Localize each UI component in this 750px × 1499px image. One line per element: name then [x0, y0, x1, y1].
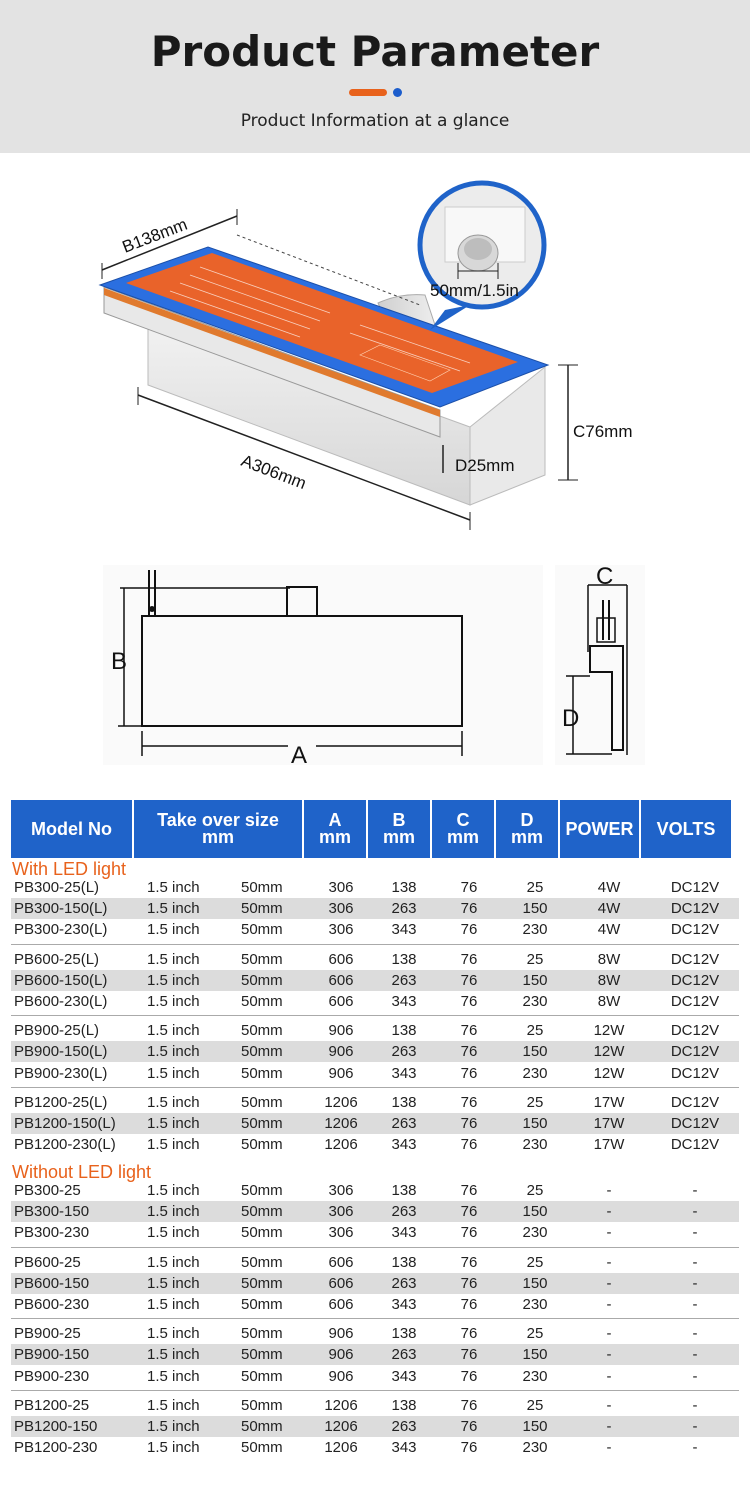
- table-cell: 230: [522, 1224, 548, 1242]
- table-cell: 76: [460, 1136, 478, 1154]
- col-model: Model No: [11, 800, 132, 858]
- block-separator: [11, 944, 739, 945]
- table-row: [11, 1395, 739, 1416]
- table-row: [11, 877, 739, 898]
- col-volts: VOLTS: [641, 800, 731, 858]
- table-cell: 50mm: [241, 1182, 283, 1199]
- table-cell: 76: [460, 1064, 478, 1082]
- header-banner: [0, 0, 750, 153]
- table-cell: 606: [328, 950, 354, 968]
- table-cell: 263: [391, 1346, 417, 1364]
- table-header: [11, 800, 739, 858]
- table-cell: -: [606, 1418, 612, 1435]
- table-row: [11, 970, 739, 991]
- table-cell: 76: [460, 993, 478, 1010]
- table-cell: 50mm: [241, 1346, 283, 1364]
- table-cell: 50mm: [241, 1224, 283, 1242]
- table-cell: 50mm: [241, 993, 283, 1010]
- table-cell: 76: [460, 1274, 478, 1292]
- product-photo: [0, 155, 750, 555]
- table-row: [11, 1294, 739, 1315]
- table-cell: 906: [328, 1346, 354, 1364]
- table-cell: -: [606, 1203, 612, 1221]
- technical-drawings: [0, 560, 750, 770]
- group-title: Without LED light: [12, 1162, 152, 1182]
- table-cell: 138: [391, 950, 417, 968]
- table-row: [11, 1020, 739, 1041]
- table-row: [11, 1134, 739, 1155]
- table-cell: -: [692, 1296, 698, 1313]
- table-cell: 1206: [324, 1396, 358, 1414]
- table-cell: 343: [391, 1064, 417, 1082]
- table-cell: 76: [460, 1203, 478, 1221]
- table-cell: 76: [460, 1396, 478, 1414]
- table-cell: 76: [460, 1296, 478, 1313]
- table-cell: PB900-25: [14, 1325, 81, 1343]
- table-row: [11, 1180, 739, 1201]
- table-cell: 263: [391, 900, 417, 918]
- table-cell: 8W: [597, 971, 621, 989]
- table-cell: PB300-150(L): [14, 900, 108, 918]
- table-cell: 1.5 inch: [147, 1396, 200, 1414]
- table-cell: -: [692, 1253, 698, 1271]
- table-cell: PB900-150: [14, 1346, 90, 1364]
- table-cell: 50mm: [241, 950, 283, 968]
- table-cell: 138: [391, 1093, 417, 1111]
- table-cell: PB900-230(L): [14, 1064, 108, 1082]
- drawing-label-d: D: [562, 705, 580, 732]
- table-cell: -: [692, 1418, 698, 1435]
- table-cell: -: [692, 1396, 698, 1414]
- table-cell: 306: [328, 879, 354, 896]
- table-row: [11, 1201, 739, 1222]
- table-cell: PB900-25(L): [14, 1022, 100, 1040]
- table-cell: 4W: [597, 879, 621, 896]
- table-cell: 1206: [324, 1115, 358, 1132]
- table-cell: 50mm: [241, 1203, 283, 1221]
- table-cell: 76: [460, 900, 478, 918]
- table-cell: 1.5 inch: [147, 950, 200, 968]
- table-cell: -: [606, 1274, 612, 1292]
- table-cell: 138: [391, 1022, 417, 1040]
- table-cell: -: [692, 1346, 698, 1364]
- table-cell: 230: [522, 1064, 548, 1082]
- table-cell: 1.5 inch: [147, 1182, 200, 1199]
- table-row: [11, 1437, 739, 1458]
- table-cell: PB600-150(L): [14, 971, 108, 989]
- table-cell: 230: [522, 1136, 548, 1154]
- table-cell: PB600-230: [14, 1296, 90, 1313]
- table-cell: PB300-230(L): [14, 921, 108, 939]
- table-cell: 25: [526, 879, 544, 896]
- table-cell: 50mm: [241, 1064, 283, 1082]
- table-cell: 343: [391, 1439, 417, 1457]
- table-cell: 230: [522, 993, 548, 1010]
- table-cell: PB900-150(L): [14, 1043, 108, 1061]
- table-cell: -: [606, 1396, 612, 1414]
- table-cell: 150: [522, 1115, 548, 1132]
- table-cell: 906: [328, 1043, 354, 1061]
- table-cell: 263: [391, 1418, 417, 1435]
- table-cell: 76: [460, 1093, 478, 1111]
- table-cell: 1.5 inch: [147, 1224, 200, 1242]
- table-cell: 50mm: [241, 900, 283, 918]
- table-cell: -: [692, 1224, 698, 1242]
- table-cell: 1.5 inch: [147, 1253, 200, 1271]
- col-b: B mm: [368, 800, 430, 858]
- table-cell: 76: [460, 1418, 478, 1435]
- accent-dot: [393, 88, 402, 97]
- table-cell: PB600-25: [14, 1253, 81, 1271]
- table-cell: 1206: [324, 1418, 358, 1435]
- table-cell: 1206: [324, 1093, 358, 1111]
- dim-d-label: D25mm: [455, 456, 515, 475]
- block-separator: [11, 1318, 739, 1319]
- table-cell: 1.5 inch: [147, 1022, 200, 1040]
- table-cell: 150: [522, 1346, 548, 1364]
- table-cell: 25: [526, 1253, 544, 1271]
- table-cell: 76: [460, 879, 478, 896]
- table-cell: 17W: [593, 1136, 625, 1154]
- table-cell: 50mm: [241, 971, 283, 989]
- table-cell: 138: [391, 1325, 417, 1343]
- table-cell: 25: [526, 1022, 544, 1040]
- table-cell: DC12V: [670, 950, 720, 968]
- table-cell: 50mm: [241, 1396, 283, 1414]
- table-cell: 50mm: [241, 879, 283, 896]
- table-cell: 263: [391, 1115, 417, 1132]
- table-cell: 306: [328, 1182, 354, 1199]
- table-row: [11, 1041, 739, 1062]
- table-cell: 25: [526, 1182, 544, 1199]
- table-cell: 12W: [593, 1064, 625, 1082]
- drawing-label-b: B: [111, 648, 128, 675]
- table-cell: -: [692, 1325, 698, 1343]
- table-cell: 230: [522, 1367, 548, 1385]
- table-cell: -: [606, 1346, 612, 1364]
- table-cell: DC12V: [670, 1093, 720, 1111]
- drawing-label-c: C: [596, 563, 614, 590]
- table-cell: 25: [526, 950, 544, 968]
- table-cell: 263: [391, 1043, 417, 1061]
- table-cell: 76: [460, 1022, 478, 1040]
- page-title: Product Parameter: [150, 27, 600, 76]
- table-cell: 150: [522, 1418, 548, 1435]
- table-cell: PB300-25(L): [14, 879, 100, 896]
- table-cell: 76: [460, 1253, 478, 1271]
- table-cell: 343: [391, 1367, 417, 1385]
- block-separator: [11, 1015, 739, 1016]
- table-cell: 50mm: [241, 1325, 283, 1343]
- table-row: [11, 898, 739, 919]
- table-row: [11, 1344, 739, 1365]
- table-row: [11, 1092, 739, 1113]
- drawing-label-a: A: [291, 742, 308, 769]
- table-cell: -: [692, 1367, 698, 1385]
- table-cell: 263: [391, 971, 417, 989]
- table-cell: 25: [526, 1396, 544, 1414]
- table-cell: 230: [522, 1296, 548, 1313]
- table-cell: 906: [328, 1064, 354, 1082]
- col-take-over: Take over size mm: [134, 800, 302, 858]
- table-cell: 1.5 inch: [147, 921, 200, 939]
- table-cell: -: [606, 1224, 612, 1242]
- table-cell: 138: [391, 1182, 417, 1199]
- table-cell: 76: [460, 950, 478, 968]
- table-cell: DC12V: [670, 1136, 720, 1154]
- table-cell: 50mm: [241, 1253, 283, 1271]
- table-cell: 1.5 inch: [147, 971, 200, 989]
- table-cell: 8W: [597, 950, 621, 968]
- table-cell: 76: [460, 1224, 478, 1242]
- table-cell: 25: [526, 1093, 544, 1111]
- table-cell: 1.5 inch: [147, 1064, 200, 1082]
- accent-bar: [349, 89, 387, 96]
- table-cell: 76: [460, 1182, 478, 1199]
- table-row: [11, 1222, 739, 1243]
- table-cell: -: [606, 1296, 612, 1313]
- table-cell: 1.5 inch: [147, 1274, 200, 1292]
- page-subtitle: Product Information at a glance: [240, 111, 510, 131]
- table-row: [11, 991, 739, 1012]
- table-cell: 76: [460, 1325, 478, 1343]
- table-cell: 76: [460, 921, 478, 939]
- table-cell: 138: [391, 879, 417, 896]
- table-cell: DC12V: [670, 1022, 720, 1040]
- table-cell: 1.5 inch: [147, 1043, 200, 1061]
- table-cell: 1.5 inch: [147, 993, 200, 1010]
- table-cell: 50mm: [241, 1296, 283, 1313]
- table-cell: 76: [460, 1115, 478, 1132]
- table-cell: 50mm: [241, 921, 283, 939]
- table-cell: 1206: [324, 1439, 358, 1457]
- table-cell: 906: [328, 1325, 354, 1343]
- table-cell: 17W: [593, 1115, 625, 1132]
- table-cell: 76: [460, 971, 478, 989]
- table-cell: -: [692, 1182, 698, 1199]
- table-cell: 76: [460, 1346, 478, 1364]
- table-cell: PB900-230: [14, 1367, 90, 1385]
- table-cell: 343: [391, 993, 417, 1010]
- table-cell: 76: [460, 1043, 478, 1061]
- table-cell: DC12V: [670, 971, 720, 989]
- table-cell: -: [692, 1439, 698, 1457]
- table-row: [11, 1366, 739, 1387]
- dim-a-label: A306mm: [238, 450, 309, 494]
- table-cell: 138: [391, 1253, 417, 1271]
- table-cell: 25: [526, 1325, 544, 1343]
- table-cell: 12W: [593, 1043, 625, 1061]
- table-cell: 606: [328, 1274, 354, 1292]
- table-cell: PB600-25(L): [14, 950, 100, 968]
- table-cell: 150: [522, 971, 548, 989]
- table-cell: 1.5 inch: [147, 1203, 200, 1221]
- table-cell: DC12V: [670, 1064, 720, 1082]
- table-cell: 906: [328, 1367, 354, 1385]
- table-cell: 343: [391, 1296, 417, 1313]
- table-cell: 50mm: [241, 1115, 283, 1132]
- table-cell: PB1200-150: [14, 1418, 98, 1435]
- table-cell: 1206: [324, 1136, 358, 1154]
- table-cell: 343: [391, 1136, 417, 1154]
- table-cell: DC12V: [670, 879, 720, 896]
- table-cell: 4W: [597, 900, 621, 918]
- table-cell: PB1200-150(L): [14, 1115, 116, 1132]
- table-cell: 1.5 inch: [147, 1439, 200, 1457]
- table-cell: 906: [328, 1022, 354, 1040]
- table-cell: 306: [328, 1224, 354, 1242]
- table-cell: 50mm: [241, 1043, 283, 1061]
- table-cell: 76: [460, 1367, 478, 1385]
- table-cell: DC12V: [670, 993, 720, 1010]
- table-cell: 1.5 inch: [147, 1093, 200, 1111]
- table-cell: 1.5 inch: [147, 879, 200, 896]
- table-cell: 50mm: [241, 1418, 283, 1435]
- table-cell: 1.5 inch: [147, 1418, 200, 1435]
- table-cell: 306: [328, 921, 354, 939]
- table-cell: 4W: [597, 921, 621, 939]
- table-cell: DC12V: [670, 1115, 720, 1132]
- table-row: [11, 919, 739, 940]
- table-cell: -: [606, 1182, 612, 1199]
- table-cell: -: [606, 1325, 612, 1343]
- table-cell: PB1200-25: [14, 1396, 90, 1414]
- dim-b-label: B138mm: [119, 214, 190, 257]
- table-cell: 343: [391, 1224, 417, 1242]
- table-cell: 150: [522, 1203, 548, 1221]
- table-cell: 230: [522, 1439, 548, 1457]
- table-cell: 50mm: [241, 1367, 283, 1385]
- table-cell: 150: [522, 900, 548, 918]
- table-cell: 1.5 inch: [147, 1346, 200, 1364]
- col-c: C mm: [432, 800, 494, 858]
- table-cell: -: [606, 1253, 612, 1271]
- table-cell: 150: [522, 1274, 548, 1292]
- table-cell: 230: [522, 921, 548, 939]
- table-cell: 50mm: [241, 1439, 283, 1457]
- table-cell: PB600-150: [14, 1274, 90, 1292]
- table-cell: PB300-25: [14, 1182, 81, 1199]
- table-cell: 1.5 inch: [147, 1296, 200, 1313]
- table-cell: 138: [391, 1396, 417, 1414]
- table-cell: PB1200-25(L): [14, 1093, 108, 1111]
- table-cell: 150: [522, 1043, 548, 1061]
- table-cell: 1.5 inch: [147, 1367, 200, 1385]
- table-cell: 1.5 inch: [147, 1136, 200, 1154]
- table-cell: 263: [391, 1274, 417, 1292]
- table-cell: 50mm: [241, 1022, 283, 1040]
- table-cell: 17W: [593, 1093, 625, 1111]
- table-cell: 1.5 inch: [147, 900, 200, 918]
- block-separator: [11, 1087, 739, 1088]
- table-row: [11, 1323, 739, 1344]
- table-cell: PB1200-230(L): [14, 1136, 116, 1154]
- table-cell: 306: [328, 1203, 354, 1221]
- table-cell: 50mm: [241, 1093, 283, 1111]
- table-cell: 306: [328, 900, 354, 918]
- table-cell: DC12V: [670, 1043, 720, 1061]
- group-title: With LED light: [12, 859, 127, 879]
- table-cell: PB1200-230: [14, 1439, 98, 1457]
- table-cell: -: [606, 1439, 612, 1457]
- table-cell: PB600-230(L): [14, 993, 108, 1010]
- table-cell: 606: [328, 1253, 354, 1271]
- table-cell: 76: [460, 1439, 478, 1457]
- table-cell: DC12V: [670, 921, 720, 939]
- table-cell: DC12V: [670, 900, 720, 918]
- table-row: [11, 1063, 739, 1084]
- table-cell: -: [692, 1203, 698, 1221]
- col-d: D mm: [496, 800, 558, 858]
- pipe-size-label: 50mm/1.5in: [430, 281, 519, 300]
- table-cell: 8W: [597, 993, 621, 1010]
- dim-c-label: C76mm: [573, 422, 633, 441]
- table-row: [11, 1113, 739, 1134]
- table-cell: 606: [328, 971, 354, 989]
- table-cell: 1.5 inch: [147, 1325, 200, 1343]
- table-cell: 1.5 inch: [147, 1115, 200, 1132]
- table-cell: 50mm: [241, 1274, 283, 1292]
- table-cell: 343: [391, 921, 417, 939]
- block-separator: [11, 1390, 739, 1391]
- table-cell: 50mm: [241, 1136, 283, 1154]
- table-cell: PB300-230: [14, 1224, 90, 1242]
- col-power: POWER: [560, 800, 639, 858]
- block-separator: [11, 1247, 739, 1248]
- table-cell: -: [606, 1367, 612, 1385]
- table-cell: 606: [328, 1296, 354, 1313]
- table-cell: 263: [391, 1203, 417, 1221]
- table-row: [11, 949, 739, 970]
- col-a: A mm: [304, 800, 366, 858]
- table-cell: -: [692, 1274, 698, 1292]
- table-cell: PB300-150: [14, 1203, 90, 1221]
- table-cell: 606: [328, 993, 354, 1010]
- table-row: [11, 1252, 739, 1273]
- table-cell: 12W: [593, 1022, 625, 1040]
- table-row: [11, 1273, 739, 1294]
- table-row: [11, 1416, 739, 1437]
